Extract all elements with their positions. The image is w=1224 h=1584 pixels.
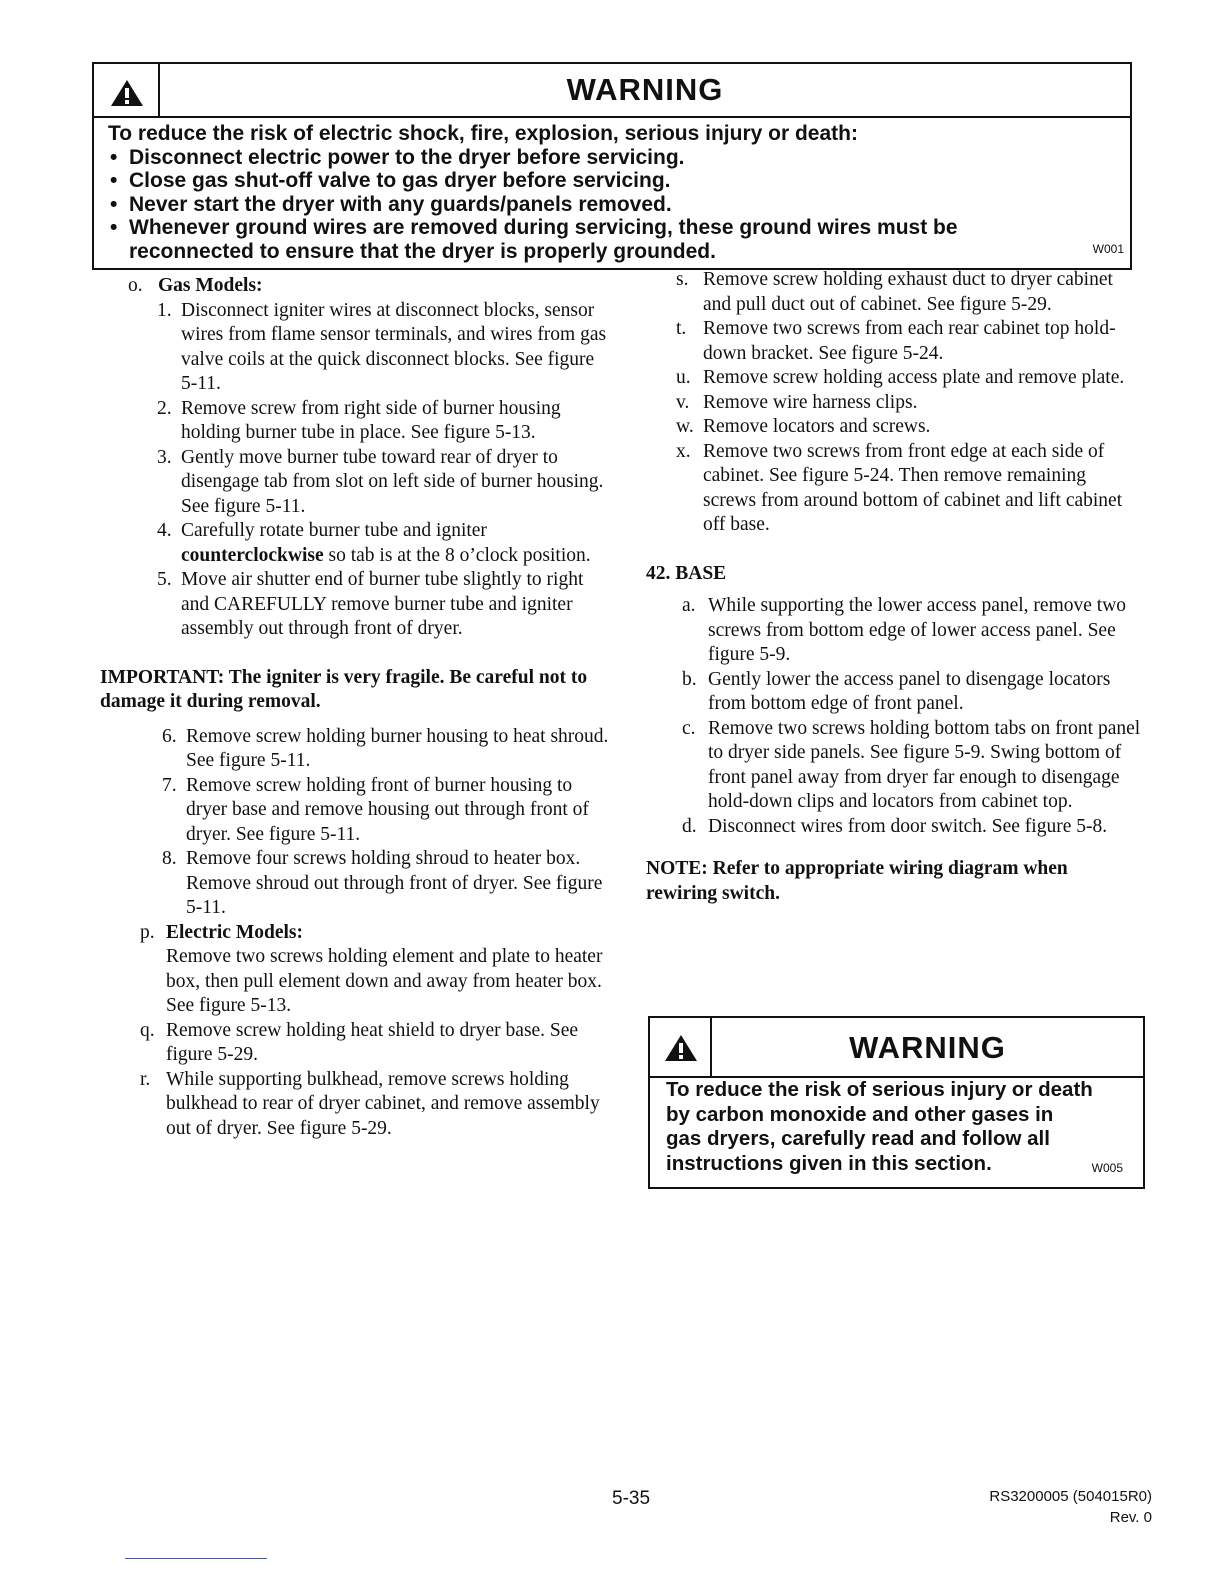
step xyxy=(682,668,1144,717)
step-text: While supporting the lower access panel, remove two screws from bottom edge of lower access panel. See figure 5-9. xyxy=(708,595,1127,665)
gas-models-steps xyxy=(100,299,610,642)
step-label: u. xyxy=(676,367,691,388)
document-revision: Rev. 0 xyxy=(1109,1509,1152,1526)
right-column xyxy=(646,268,1146,916)
step xyxy=(676,268,1143,317)
step xyxy=(682,815,1144,840)
warning-header xyxy=(650,1018,1143,1078)
substep xyxy=(157,299,610,397)
wiring-note: NOTE: Refer to appropriate wiring diagram when rewiring switch. xyxy=(646,858,1068,904)
substep-text-pre: Carefully rotate burner tube and igniter xyxy=(181,520,487,541)
substep xyxy=(162,725,610,774)
step-text: Disconnect wires from door switch. See figure 5-8. xyxy=(708,815,1108,837)
step-label: w. xyxy=(676,416,694,437)
step-label: s. xyxy=(676,269,689,290)
important-note: IMPORTANT: The igniter is very fragile. Be careful not to damage it during removal. xyxy=(100,666,588,712)
step-label: v. xyxy=(676,391,690,413)
warning-triangle-icon xyxy=(664,1034,698,1062)
substep-text: Move air shutter end of burner tube slightly to right and CAREFULLY remove burner tube and igniter assembly out through front of dryer. xyxy=(181,569,584,639)
warning-box-bottom xyxy=(648,1016,1145,1189)
step-r xyxy=(100,1068,610,1142)
substep-number: 5. xyxy=(157,569,172,590)
step-text: Gently lower the access panel to disengage locators from bottom edge of front panel. xyxy=(708,668,1111,714)
warning-box-top xyxy=(92,62,1132,270)
warning-body: To reduce the risk of serious injury or death by carbon monoxide and other gases in gas dryers, carefully read and follow all instructions given in this section. xyxy=(666,1078,1093,1175)
step xyxy=(676,440,1143,538)
substep xyxy=(157,519,610,568)
substep xyxy=(157,446,610,520)
step-title: Electric Models: xyxy=(166,921,303,943)
step-text: Remove two screws holding element and plate to heater box, then pull element down and away from heater box. See figure 5-13. xyxy=(166,946,603,1016)
document-number: RS3200005 (504015R0) xyxy=(989,1488,1152,1505)
step-label: c. xyxy=(682,717,696,739)
substep xyxy=(162,774,610,848)
step xyxy=(676,366,1143,391)
step-label: r. xyxy=(140,1068,151,1090)
substep-number: 7. xyxy=(162,774,177,796)
step-text: Remove wire harness clips. xyxy=(703,391,918,413)
substep-text xyxy=(181,519,610,568)
substep-text: Remove screw holding front of burner housing to dryer base and remove housing out through front of dryer. See figure 5-11. xyxy=(186,774,589,845)
step-label: t. xyxy=(676,318,687,339)
substep-text-emphasis: counterclockwise xyxy=(181,544,324,566)
warning-bullet: • Disconnect electric power to the dryer before servicing. xyxy=(108,146,1116,170)
warning-icon-box xyxy=(650,1018,712,1076)
substep-number: 8. xyxy=(162,848,177,869)
step-p xyxy=(100,921,610,1019)
warning-bullet-list xyxy=(108,146,1116,264)
step xyxy=(676,391,1143,416)
step xyxy=(676,317,1143,366)
step-label: d. xyxy=(682,815,697,837)
section-title-base: 42. BASE xyxy=(646,562,727,584)
substep-number: 3. xyxy=(157,446,172,468)
step-text: Remove locators and screws. xyxy=(703,416,931,437)
warning-icon-box xyxy=(94,64,160,116)
step xyxy=(682,717,1144,815)
base-steps xyxy=(646,594,1144,839)
step-text: Remove two screws from front edge at each side of cabinet. See figure 5-24. Then remove remaining screws from around bottom of cabinet and lift cabinet off base. xyxy=(703,440,1123,535)
substep xyxy=(162,847,610,921)
warning-title: WARNING xyxy=(566,72,724,107)
substep-number: 4. xyxy=(157,520,172,541)
step-label: p. xyxy=(140,921,155,943)
cabinet-steps xyxy=(646,268,1143,538)
step-q xyxy=(100,1019,610,1068)
step-text: Remove two screws from each rear cabinet top hold-down bracket. See figure 5-24. xyxy=(703,318,1116,364)
substep-number: 6. xyxy=(162,725,177,747)
step-label: x. xyxy=(676,440,691,462)
substep-text: Gently move burner tube toward rear of dryer to disengage tab from slot on left side of burner housing. See figure 5-11. xyxy=(181,446,604,517)
warning-bullet: • Whenever ground wires are removed during servicing, these ground wires must be reconnected to ensure that the dryer is properly grounded. xyxy=(108,216,1116,263)
footer-rule xyxy=(125,1558,267,1559)
step-text: Remove two screws holding bottom tabs on front panel to dryer side panels. See figure 5-9. Swing bottom of front panel away from dryer far enough to disengage hold-down clips and locators from cabinet top. xyxy=(708,717,1141,812)
step xyxy=(676,415,1143,440)
substep-text-post: so tab is at the 8 o’clock position. xyxy=(328,544,591,566)
gas-models-steps-continued xyxy=(100,725,610,921)
substep-text: Disconnect igniter wires at disconnect blocks, sensor wires from flame sensor terminals, and wires from gas valve coils at the quick disconnect blocks. See figure 5-11. xyxy=(181,299,607,394)
document-id xyxy=(989,1486,1152,1528)
substep-number: 2. xyxy=(157,397,172,419)
warning-code: W005 xyxy=(1091,1161,1123,1175)
step-label: a. xyxy=(682,595,696,616)
step-text: While supporting bulkhead, remove screws holding bulkhead to rear of dryer cabinet, and remove assembly out of dryer. See figure 5-29. xyxy=(166,1068,600,1139)
substep xyxy=(157,397,610,446)
warning-body xyxy=(108,122,1116,263)
warning-title: WARNING xyxy=(849,1030,1006,1065)
warning-intro: To reduce the risk of electric shock, fire, explosion, serious injury or death: xyxy=(108,122,858,145)
page-number: 5-35 xyxy=(612,1488,651,1509)
step-text: Remove screw holding access plate and remove plate. xyxy=(703,367,1125,388)
step-text: Remove screw holding exhaust duct to dryer cabinet and pull duct out of cabinet. See figure 5-29. xyxy=(703,269,1113,315)
warning-header xyxy=(94,64,1130,118)
warning-code: W001 xyxy=(1092,242,1124,256)
step-title: Gas Models: xyxy=(158,275,263,296)
step-text: Remove screw holding heat shield to dryer base. See figure 5-29. xyxy=(166,1019,579,1065)
substep-number: 1. xyxy=(157,299,172,321)
warning-bullet: • Close gas shut-off valve to gas dryer before servicing. xyxy=(108,169,1116,193)
step xyxy=(682,594,1144,668)
step-o xyxy=(100,274,610,299)
left-column xyxy=(100,274,610,1141)
warning-bullet: • Never start the dryer with any guards/panels removed. xyxy=(108,193,1116,217)
substep xyxy=(157,568,610,642)
step-label: o. xyxy=(128,275,143,296)
substep-text: Remove four screws holding shroud to heater box. Remove shroud out through front of dryer. See figure 5-11. xyxy=(186,848,603,918)
step-label: q. xyxy=(140,1019,155,1041)
warning-triangle-icon xyxy=(110,79,144,107)
substep-text: Remove screw holding burner housing to heat shroud. See figure 5-11. xyxy=(186,725,609,771)
step-label: b. xyxy=(682,668,697,690)
substep-text: Remove screw from right side of burner housing holding burner tube in place. See figure 5-13. xyxy=(181,397,561,443)
